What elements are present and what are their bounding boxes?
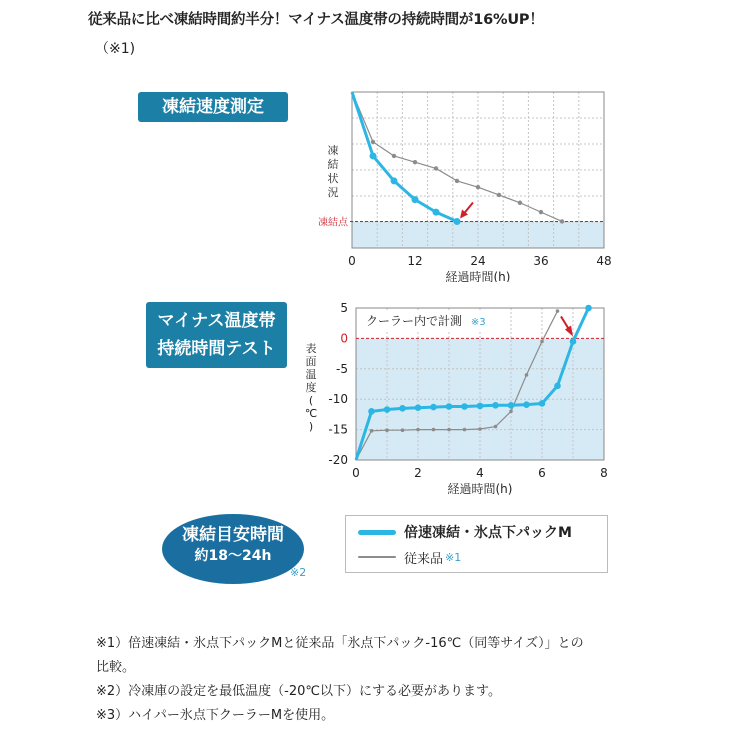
chart2-annotation-text: クーラー内で計測 [366,314,463,328]
footnote-3: ※3）ハイパー氷点下クーラーMを使用。 [96,708,335,723]
chart1-data-point [518,201,522,205]
footnote-1-continued: 比較。 [96,660,136,675]
chart1-y-axis-label [328,143,339,199]
chart2-data-point [478,427,482,431]
chart1-freezing-point-label: 凍結点 [318,217,348,229]
chart2-data-point [523,401,530,408]
legend-swatch-conventional [358,556,396,558]
chart2-data-point [368,408,375,415]
freeze-time-note: ※2 [290,566,307,579]
chart2-x-tick-label: 4 [476,466,484,480]
chart1-x-tick-label: 24 [470,254,486,268]
chart2-data-point [494,425,498,429]
chart2-y-tick-label: -20 [328,453,348,467]
chart2-data-point [539,400,546,407]
chart2-y-axis-label-char: 度 [305,381,317,394]
chart2-y-axis-label-char: ) [308,420,314,433]
chart1-y-axis-label-char: 状 [327,172,339,185]
minus-duration-tag-line2: 持続時間テスト [157,339,276,359]
chart2-data-point [446,403,453,410]
minus-duration-tag-line1: マイナス温度帯 [157,311,276,331]
chart2-data-point [384,406,391,413]
freeze-speed-chart [300,82,620,282]
chart1-y-axis-label-char: 凍 [327,144,339,157]
chart2-y-axis-label-char: 面 [305,355,317,368]
chart2-data-point [570,338,577,345]
chart1-data-point [476,185,480,189]
chart2-data-point [447,428,451,432]
legend-item-new-pack [358,522,572,542]
chart2-x-tick-label: 6 [538,466,546,480]
chart2-data-point [509,410,513,414]
chart2-data-point [415,404,422,411]
chart2-data-point [385,428,389,432]
chart2-y-axis-label-char: 表 [305,342,317,355]
chart2-y-axis-label-char: 温 [305,368,317,381]
chart1-y-axis-label-char: 況 [327,186,339,199]
legend [345,515,608,573]
chart1-data-point [433,209,440,216]
chart1-x-ticks [348,254,611,268]
chart2-x-axis-label: 経過時間(h) [447,482,513,496]
chart2-data-point [399,405,406,412]
chart2-y-axis-label-char: ℃ [304,407,318,420]
chart2-y-ticks [328,301,348,467]
chart1-data-point [371,140,375,144]
chart1-data-point [413,160,417,164]
chart2-data-point [370,429,374,433]
chart2-annotation-note: ※3 [470,317,486,328]
legend-swatch-new-pack [358,530,396,535]
chart1-x-tick-label: 0 [348,254,356,268]
chart2-data-point [430,404,437,411]
chart2-y-tick-label: -5 [336,361,348,376]
chart1-data-point [434,166,438,170]
headline-reference: （※1) [95,41,136,57]
freeze-time-badge-title: 凍結目安時間 [182,525,284,545]
legend-item-conventional [358,547,461,567]
freeze-speed-tag: 凍結速度測定 [138,92,288,122]
footnotes [96,632,656,728]
chart2-y-axis-label-char: ( [308,394,314,407]
chart2-data-point [416,428,420,432]
chart2-y-tick-label: 5 [340,301,348,315]
chart2-data-point [554,383,561,390]
chart2-data-point [556,309,560,313]
chart2-data-point [401,428,405,432]
chart2-y-tick-label: -15 [328,422,348,437]
footnote-2: ※2）冷凍庫の設定を最低温度（-20℃以下）にする必要があります。 [96,684,501,699]
chart1-data-point [454,218,461,225]
chart1-x-axis-label: 経過時間(h) [445,270,511,282]
chart1-x-tick-label: 36 [533,254,549,268]
chart1-x-tick-label: 48 [596,254,612,268]
legend-note-conventional: ※1 [445,550,462,564]
chart1-data-point [392,154,396,158]
chart2-y-tick-label: 0 [340,331,348,346]
chart2-y-axis-label [305,341,317,433]
legend-label-new-pack: 倍速凍結・氷点下パックM [404,525,572,541]
chart2-data-point [540,340,544,344]
chart1-data-point [412,196,419,203]
chart2-data-point [477,403,484,410]
chart1-data-point [455,179,459,183]
freeze-time-badge-value: 約18〜24h [194,548,272,564]
chart2-data-point [492,402,499,409]
chart1-data-point [497,193,501,197]
chart1-y-axis-label-char: 結 [327,158,339,171]
legend-label-conventional: 従来品 [404,551,444,567]
chart1-data-point [370,152,377,159]
chart1-x-tick-label: 12 [407,254,423,268]
chart2-data-point [463,428,467,432]
chart2-data-point [525,373,529,377]
chart2-data-point [461,403,468,410]
freeze-time-badge [162,514,307,584]
chart2-data-point [585,305,592,312]
chart1-data-point [560,219,564,223]
chart2-data-point [508,402,515,409]
chart1-data-point [391,177,398,184]
temperature-duration-chart [300,296,620,506]
chart2-y-tick-label: -10 [328,392,348,407]
chart2-x-tick-label: 8 [600,466,608,480]
chart2-data-point [432,428,436,432]
chart2-x-tick-label: 2 [414,466,422,480]
minus-duration-tag [146,302,287,368]
footnote-1: ※1）倍速凍結・氷点下パックMと従来品「氷点下パック-16℃（同等サイズ）」との [96,636,584,651]
chart2-x-ticks [352,466,608,480]
chart1-data-point [539,210,543,214]
chart2-x-tick-label: 0 [352,466,360,480]
headline: 従来品に比べ凍結時間約半分！マイナス温度帯の持続時間が16%UP！ [88,12,544,28]
